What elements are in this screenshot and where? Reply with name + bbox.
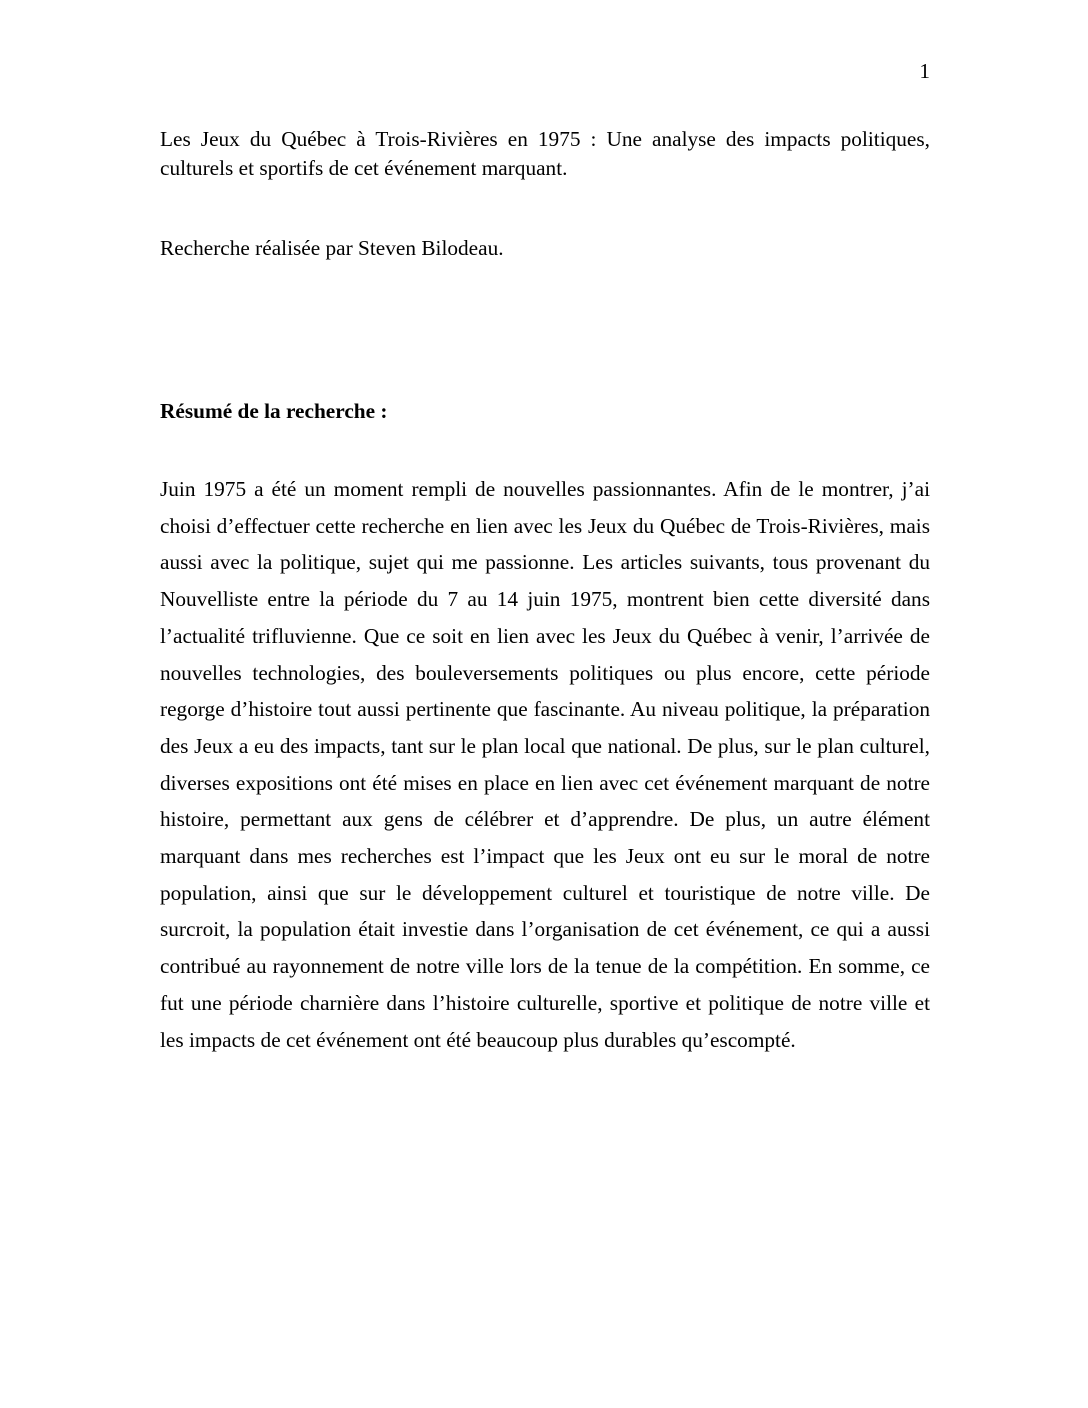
author-line: Recherche réalisée par Steven Bilodeau. (160, 236, 504, 260)
page-number: 1 (919, 59, 930, 83)
document-title: Les Jeux du Québec à Trois-Rivières en 1975 : Une analyse des impacts politiques, culturels et sportifs de cet événement marquant. (160, 127, 930, 180)
abstract-paragraph: Juin 1975 a été un moment rempli de nouvelles passionnantes. Afin de le montrer, j’ai choisi d’effectuer cette recherche en lien avec les Jeux du Québec de Trois-Rivières, mais aussi avec la politique, sujet qui me passionne. Les articles suivants, tous provenant du Nouvelliste entre la période du 7 au 14 juin 1975, montrent bien cette diversité dans l’actualité trifluvienne. Que ce soit en lien avec les Jeux du Québec à venir, l’arrivée de nouvelles technologies, des bouleversements politiques ou plus encore, cette période regorge d’histoire tout aussi pertinente que fascinante. Au niveau politique, la préparation des Jeux a eu des impacts, tant sur le plan local que national. De plus, sur le plan culturel, diverses expositions ont été mises en place en lien avec cet événement marquant de notre histoire, permettant aux gens de célébrer et d’apprendre. De plus, un autre élément marquant dans mes recherches est l’impact que les Jeux ont eu sur le moral de notre population, ainsi que sur le développement culturel et touristique de notre ville. De surcroit, la population était investie dans l’organisation de cet événement, ce qui a aussi contribué au rayonnement de notre ville lors de la tenue de la compétition. En somme, ce fut une période charnière dans l’histoire culturelle, sportive et politique de notre ville et les impacts de cet événement ont été beaucoup plus durables qu’escompté. (160, 477, 930, 1052)
section-heading-resume: Résumé de la recherche : (160, 399, 388, 423)
